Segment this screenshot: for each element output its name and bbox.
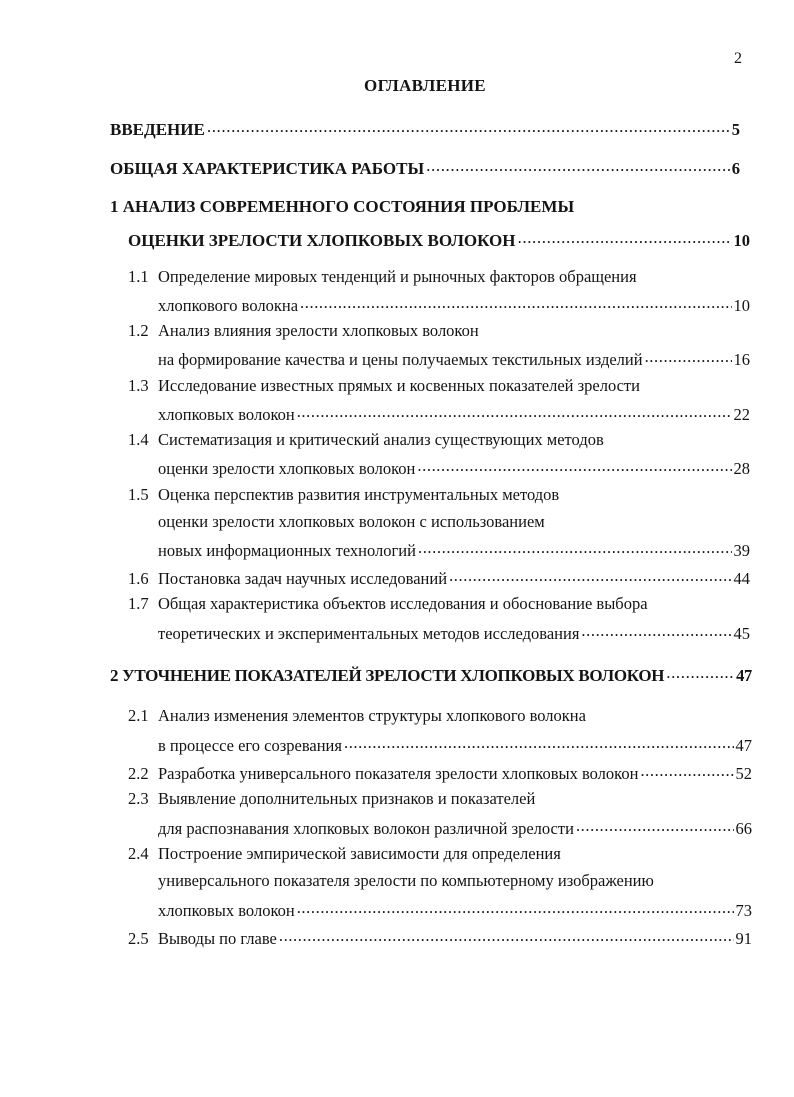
- toc-entry-label: Анализ влияния зрелости хлопковых волокон: [158, 321, 479, 340]
- toc-entry-page: 73: [735, 900, 752, 920]
- toc-entry-label: Определение мировых тенденций и рыночных факторов обращения: [158, 267, 637, 286]
- toc-section-1-5-line3[interactable]: [158, 539, 750, 561]
- toc-section-2-4-line1[interactable]: [128, 844, 561, 864]
- section-number: 2.3: [128, 789, 149, 808]
- toc-entry-label: ВВЕДЕНИЕ: [110, 120, 205, 139]
- toc-entry-label: на формирование качества и цены получаемых текстильных изделий: [158, 349, 643, 369]
- toc-chapter-1-line2[interactable]: [128, 229, 750, 251]
- toc-section-1-3-line1[interactable]: [128, 376, 640, 396]
- toc-entry-page: 91: [735, 928, 752, 948]
- toc-entry-label: универсального показателя зрелости по компьютерному изображению: [158, 871, 654, 890]
- section-number: 2.1: [128, 706, 149, 725]
- toc-section-1-5-line2[interactable]: [158, 512, 545, 532]
- toc-section-1-2-line2[interactable]: [158, 348, 750, 370]
- toc-section-1-4-line2[interactable]: [158, 457, 750, 479]
- toc-entry-label: 1 АНАЛИЗ СОВРЕМЕННОГО СОСТОЯНИЯ ПРОБЛЕМЫ: [110, 197, 575, 216]
- toc-entry-general-characteristics[interactable]: [110, 157, 740, 179]
- leader-dots: [518, 229, 732, 246]
- section-number: 1.4: [128, 430, 149, 449]
- section-number: 1.6: [128, 568, 149, 588]
- toc-section-2-1-line2[interactable]: [158, 734, 752, 756]
- toc-entry-page: 44: [733, 568, 750, 588]
- toc-entry-page: 16: [733, 349, 750, 369]
- leader-dots: [666, 664, 734, 681]
- toc-entry-label: в процессе его созревания: [158, 735, 342, 755]
- leader-dots: [576, 817, 734, 834]
- toc-entry-page: 10: [733, 231, 750, 250]
- toc-section-2-3-line2[interactable]: [158, 817, 752, 839]
- toc-section-2-3-line1[interactable]: [128, 789, 535, 809]
- toc-section-1-1-line1[interactable]: [128, 267, 637, 287]
- toc-entry-label: теоретических и экспериментальных методов исследования: [158, 623, 580, 643]
- toc-section-1-5-line1[interactable]: [128, 485, 559, 505]
- toc-entry-page: 5: [731, 120, 740, 139]
- leader-dots: [297, 899, 734, 916]
- leader-dots: [207, 118, 730, 135]
- toc-entry-label: хлопковых волокон: [158, 404, 295, 424]
- toc-section-2-4-line2[interactable]: [158, 871, 654, 891]
- toc-entry-label: хлопкового волокна: [158, 295, 299, 315]
- toc-entry-label: оценки зрелости хлопковых волокон с использованием: [158, 512, 545, 531]
- toc-entry-page: 10: [733, 295, 750, 315]
- toc-section-1-6[interactable]: [128, 567, 750, 589]
- page-title: ОГЛАВЛЕНИЕ: [364, 76, 486, 95]
- toc-section-2-1-line1[interactable]: [128, 706, 586, 726]
- toc-entry-label: Оценка перспектив развития инструментальных методов: [158, 485, 560, 504]
- toc-entry-label: для распознавания хлопковых волокон различной зрелости: [158, 818, 574, 838]
- toc-entry-label: Постановка задач научных исследований: [158, 568, 448, 588]
- toc-section-1-7-line1[interactable]: [128, 594, 648, 614]
- section-number: 1.2: [128, 321, 149, 340]
- section-number: 1.3: [128, 376, 149, 395]
- toc-entry-page: 47: [735, 735, 752, 755]
- leader-dots: [417, 457, 731, 474]
- section-number: 2.4: [128, 844, 149, 863]
- toc-section-2-2[interactable]: [128, 762, 752, 784]
- toc-chapter-1-line1[interactable]: [110, 197, 574, 217]
- section-number: 1.7: [128, 594, 149, 613]
- toc-section-2-5[interactable]: [128, 927, 752, 949]
- toc-entry-introduction[interactable]: [110, 118, 740, 140]
- toc-entry-label: Анализ изменения элементов структуры хлопкового волокна: [158, 706, 586, 725]
- leader-dots: [297, 403, 732, 420]
- leader-dots: [344, 734, 734, 751]
- toc-entry-label: Общая характеристика объектов исследования и обоснование выбора: [158, 594, 648, 613]
- toc-chapter-2[interactable]: [110, 664, 752, 686]
- leader-dots: [279, 927, 734, 944]
- leader-dots: [449, 567, 731, 584]
- toc-entry-label: Построение эмпирической зависимости для определения: [158, 844, 561, 863]
- section-number: 1.5: [128, 485, 149, 504]
- toc-section-1-1-line2[interactable]: [158, 294, 750, 316]
- toc-section-1-7-line2[interactable]: [158, 622, 750, 644]
- toc-entry-label: Выявление дополнительных признаков и показателей: [158, 789, 536, 808]
- leader-dots: [300, 294, 731, 311]
- leader-dots: [426, 157, 730, 174]
- toc-entry-page: 22: [733, 404, 750, 424]
- page-number: 2: [734, 50, 742, 67]
- toc-section-1-3-line2[interactable]: [158, 403, 750, 425]
- section-number: 1.1: [128, 267, 149, 286]
- toc-entry-page: 6: [731, 159, 740, 178]
- toc-entry-label: новых информационных технологий: [158, 540, 416, 560]
- toc-entry-page: 45: [733, 623, 750, 643]
- toc-entry-label: Систематизация и критический анализ существующих методов: [158, 430, 604, 449]
- toc-entry-page: 52: [735, 763, 752, 783]
- toc-entry-label: ОЦЕНКИ ЗРЕЛОСТИ ХЛОПКОВЫХ ВОЛОКОН: [128, 231, 516, 250]
- toc-entry-label: 2 УТОЧНЕНИЕ ПОКАЗАТЕЛЕЙ ЗРЕЛОСТИ ХЛОПКОВЫХ ВОЛОКОН: [110, 666, 665, 685]
- toc-entry-page: 66: [735, 818, 752, 838]
- section-number: 2.2: [128, 763, 149, 783]
- toc-entry-label: ОБЩАЯ ХАРАКТЕРИСТИКА РАБОТЫ: [110, 159, 425, 178]
- toc-entry-label: Разработка универсального показателя зрелости хлопковых волокон: [158, 763, 639, 783]
- toc-entry-page: 39: [733, 540, 750, 560]
- toc-section-2-4-line3[interactable]: [158, 899, 752, 921]
- toc-entry-page: 28: [733, 458, 750, 478]
- toc-entry-label: Исследование известных прямых и косвенных показателей зрелости: [158, 376, 640, 395]
- toc-section-1-4-line1[interactable]: [128, 430, 604, 450]
- toc-entry-label: хлопковых волокон: [158, 900, 295, 920]
- leader-dots: [418, 539, 732, 556]
- section-number: 2.5: [128, 928, 149, 948]
- leader-dots: [645, 348, 732, 365]
- toc-entry-label: Выводы по главе: [158, 928, 277, 948]
- leader-dots: [581, 622, 731, 639]
- leader-dots: [640, 762, 733, 779]
- toc-entry-label: оценки зрелости хлопковых волокон: [158, 458, 416, 478]
- toc-entry-page: 47: [736, 666, 752, 685]
- toc-section-1-2-line1[interactable]: [128, 321, 479, 341]
